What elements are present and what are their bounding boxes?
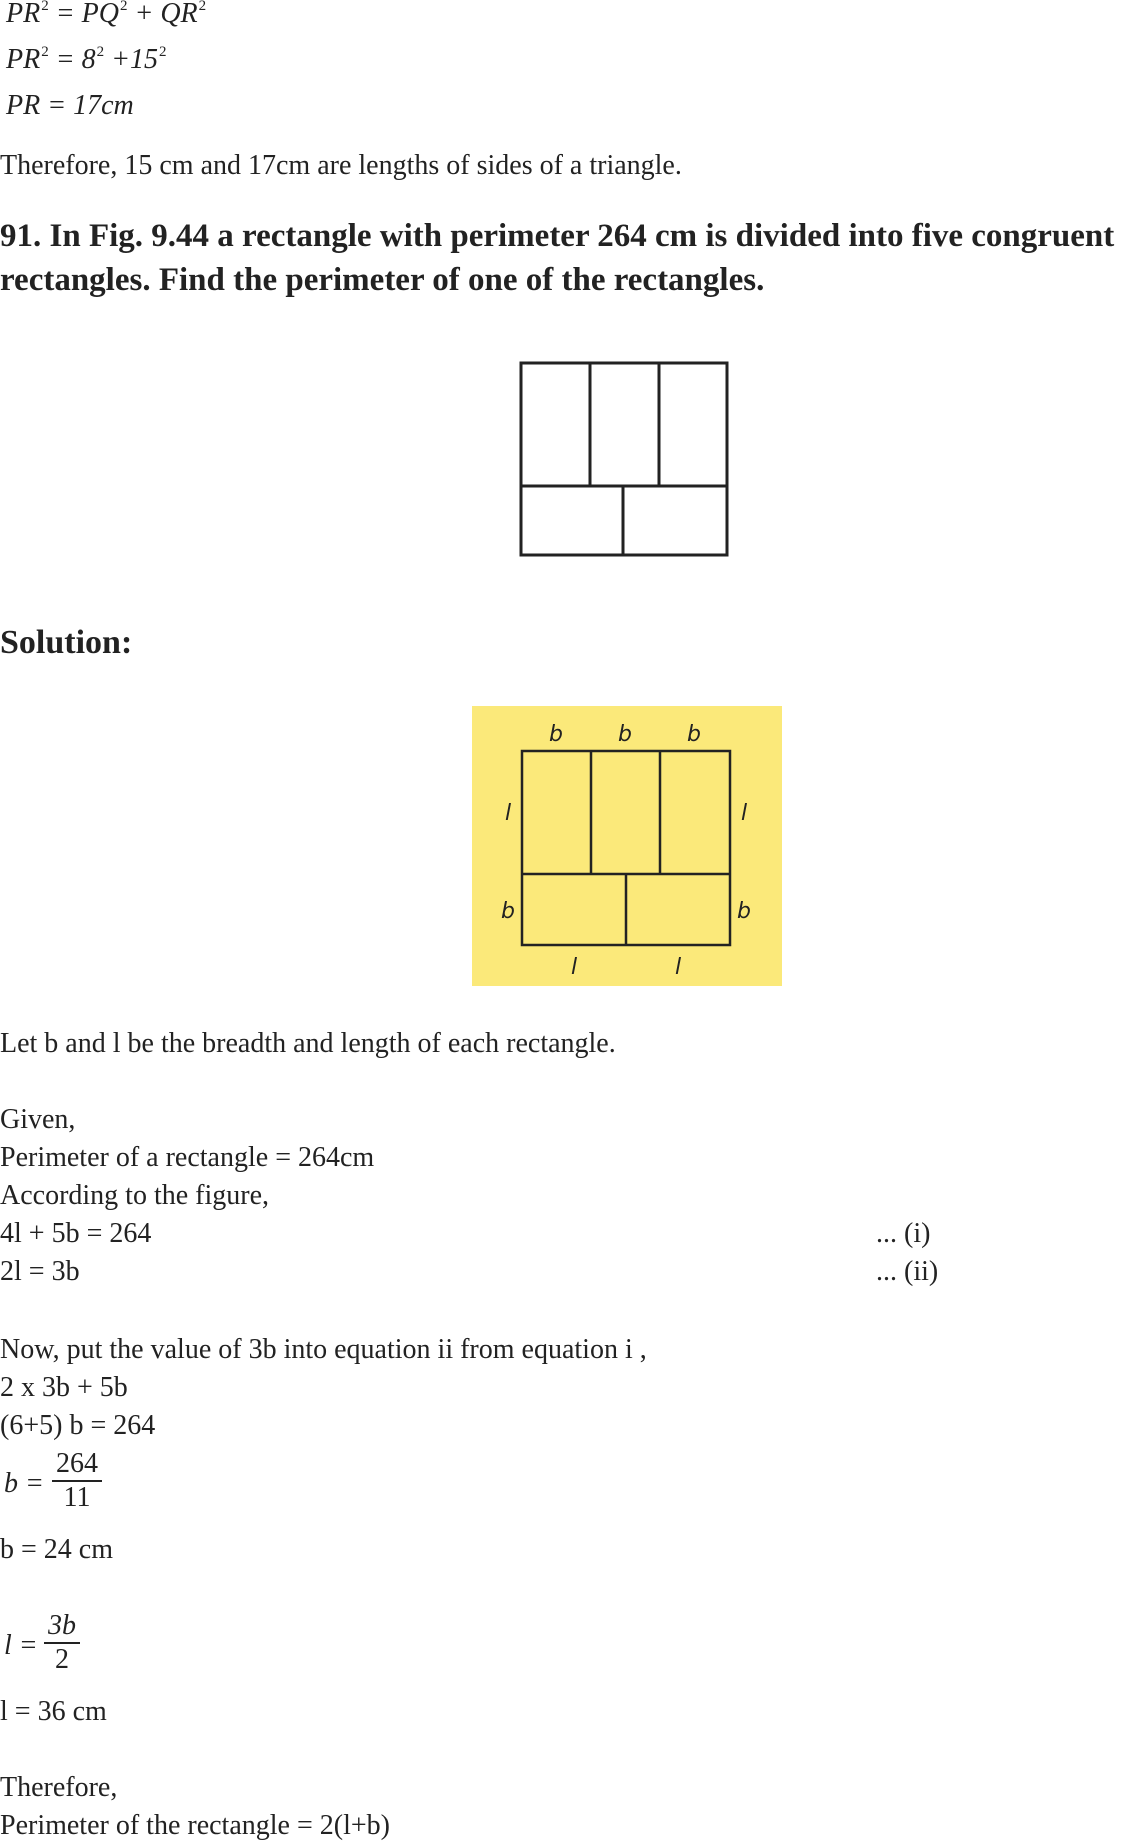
- given-label: Given,: [0, 1104, 76, 1135]
- question-heading: 91. In Fig. 9.44 a rectangle with perimeter 264 cm is divided into five congruent rectangles. Find the perimeter of one of the rectangles.: [0, 218, 1115, 298]
- b-fraction-lhs: b =: [4, 1468, 44, 1499]
- step-one: 2 x 3b + 5b: [0, 1372, 128, 1403]
- equation-result: PR = 17cm: [6, 90, 134, 121]
- conclusion-text: Therefore, 15 cm and 17cm are lengths of sides of a triangle.: [0, 150, 682, 181]
- label-bottom-l: l: [570, 955, 578, 980]
- b-fraction-numerator: 264: [56, 1448, 98, 1479]
- equation-pythagoras: $PR^2 = PQ^2 + QR^2$: [6, 0, 207, 29]
- b-fraction-denominator: 11: [63, 1482, 91, 1513]
- l-fraction-numerator: 3b: [48, 1610, 76, 1641]
- l-fraction-lhs: l =: [4, 1630, 38, 1661]
- equation-ii-tag: ... (ii): [876, 1256, 939, 1287]
- solution-figure-bg: [472, 706, 782, 986]
- b-value: b = 24 cm: [0, 1534, 113, 1565]
- l-value: l = 36 cm: [0, 1696, 107, 1727]
- label-top-b: b: [618, 722, 632, 747]
- according-text: According to the figure,: [0, 1180, 270, 1211]
- therefore-label: Therefore,: [0, 1772, 118, 1803]
- equation-i-tag: ... (i): [876, 1218, 931, 1249]
- equation-i: 4l + 5b = 264: [0, 1218, 152, 1249]
- let-statement: Let b and l be the breadth and length of each rectangle.: [0, 1028, 616, 1059]
- perimeter-formula: Perimeter of the rectangle = 2(l+b): [0, 1810, 390, 1841]
- perimeter-given: Perimeter of a rectangle = 264cm: [0, 1142, 375, 1173]
- solution-figure: [472, 706, 782, 986]
- label-right-l: l: [740, 801, 748, 826]
- label-left-b: b: [501, 899, 515, 924]
- step-two: (6+5) b = 264: [0, 1410, 156, 1441]
- label-top-b: b: [549, 722, 563, 747]
- label-right-b: b: [737, 899, 751, 924]
- substitution-text: Now, put the value of 3b into equation ii from equation i ,: [0, 1334, 647, 1365]
- label-top-b: b: [687, 722, 701, 747]
- label-bottom-l: l: [674, 955, 682, 980]
- solution-heading: Solution:: [0, 624, 133, 661]
- question-figure: [518, 360, 732, 558]
- l-fraction-denominator: 2: [55, 1644, 69, 1675]
- equation-substitution: $PR^2 = 8^2 +15^2$: [6, 44, 167, 75]
- b-fraction: [52, 1448, 102, 1514]
- label-left-l: l: [504, 801, 512, 826]
- l-fraction: [44, 1610, 80, 1676]
- equation-ii: 2l = 3b: [0, 1256, 80, 1287]
